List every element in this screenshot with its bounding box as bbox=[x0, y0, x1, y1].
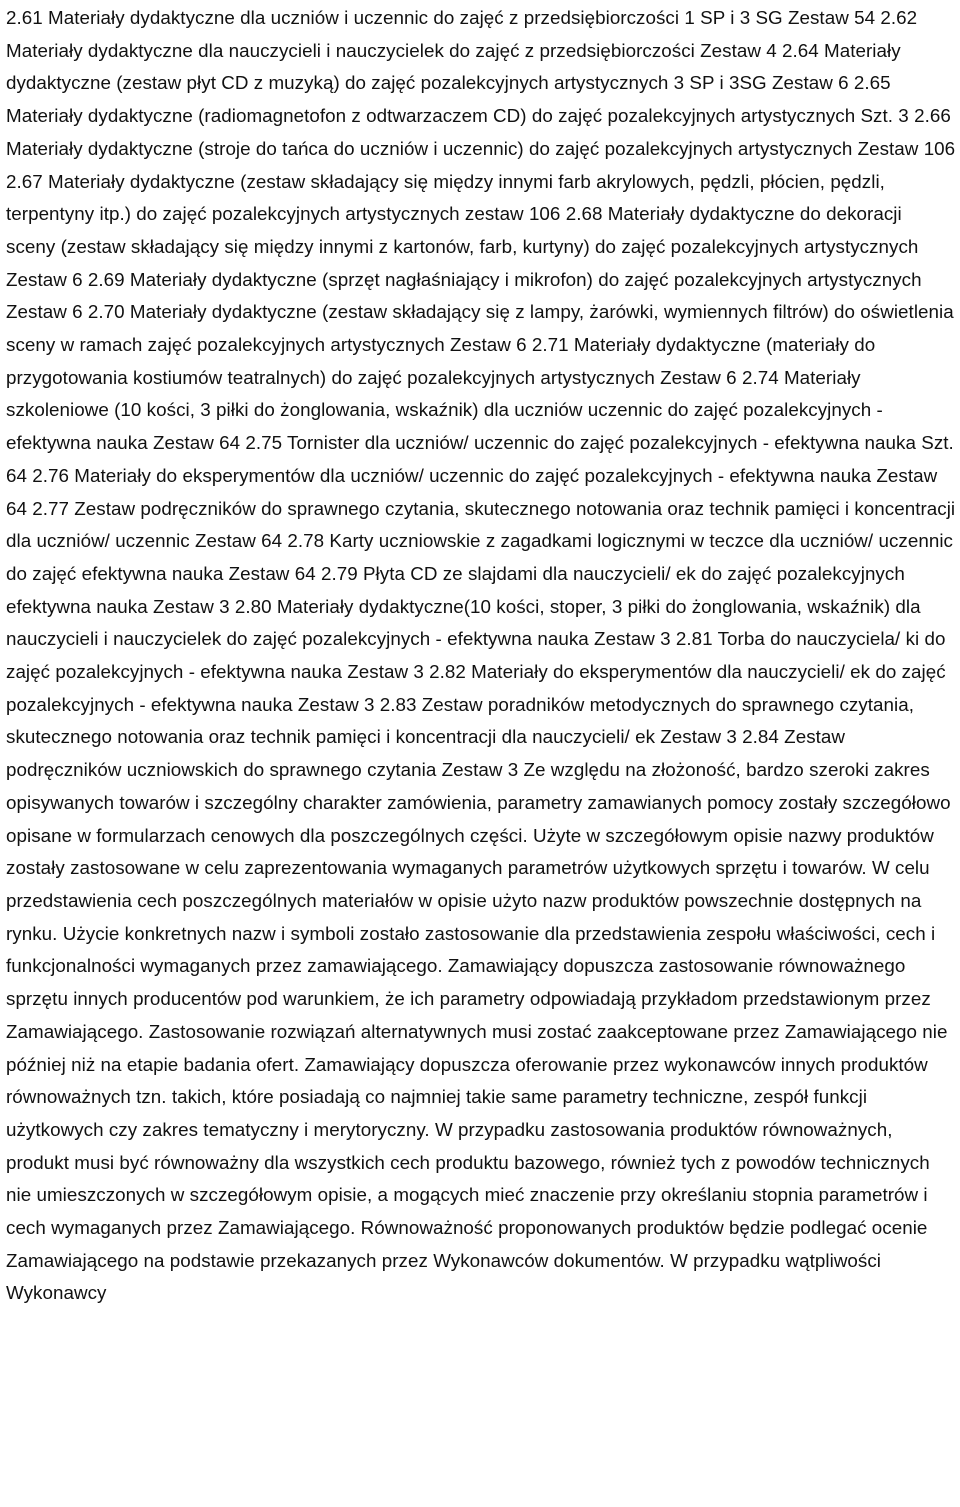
body-paragraph: 2.61 Materiały dydaktyczne dla uczniów i uczennic do zajęć z przedsiębiorczości 1 SP i 3 SG Zestaw 54 2.62 Materiały dydaktyczne dla nauczycieli i nauczycielek do zajęć z przedsiębiorczości Zestaw 4 2.64 Materiały dydaktyczne (zestaw płyt CD z muzyką) do zajęć pozalekcyjnych artystycznych 3 SP i 3SG Zestaw 6 2.65 Materiały dydaktyczne (radiomagnetofon z odtwarzaczem CD) do zajęć pozalekcyjnych artystycznych Szt. 3 2.66 Materiały dydaktyczne (stroje do tańca do uczniów i uczennic) do zajęć pozalekcyjnych artystycznych Zestaw 106 2.67 Materiały dydaktyczne (zestaw składający się między innymi farb akrylowych, pędzli, płócien, pędzli, terpentyny itp.) do zajęć pozalekcyjnych artystycznych zestaw 106 2.68 Materiały dydaktyczne do dekoracji sceny (zestaw składający się między innymi z kartonów, farb, kurtyny) do zajęć pozalekcyjnych artystycznych Zestaw 6 2.69 Materiały dydaktyczne (sprzęt nagłaśniający i mikrofon) do zajęć pozalekcyjnych artystycznych Zestaw 6 2.70 Materiały dydaktyczne (zestaw składający się z lampy, żarówki, wymiennych filtrów) do oświetlenia sceny w ramach zajęć pozalekcyjnych artystycznych Zestaw 6 2.71 Materiały dydaktyczne (materiały do przygotowania kostiumów teatralnych) do zajęć pozalekcyjnych artystycznych Zestaw 6 2.74 Materiały szkoleniowe (10 kości, 3 piłki do żonglowania, wskaźnik) dla uczniów uczennic do zajęć pozalekcyjnych - efektywna nauka Zestaw 64 2.75 Tornister dla uczniów/ uczennic do zajęć pozalekcyjnych - efektywna nauka Szt. 64 2.76 Materiały do eksperymentów dla uczniów/ uczennic do zajęć pozalekcyjnych - efektywna nauka Zestaw 64 2.77 Zestaw podręczników do sprawnego czytania, skutecznego notowania oraz technik pamięci i koncentracji dla uczniów/ uczennic Zestaw 64 2.78 Karty uczniowskie z zagadkami logicznymi w teczce dla uczniów/ uczennic do zajęć efektywna nauka Zestaw 64 2.79 Płyta CD ze slajdami dla nauczycieli/ ek do zajęć pozalekcyjnych efektywna nauka Zestaw 3 2.80 Materiały dydaktyczne(10 kości, stoper, 3 piłki do żonglowania, wskaźnik) dla nauczycieli i nauczycielek do zajęć pozalekcyjnych - efektywna nauka Zestaw 3 2.81 Torba do nauczyciela/ ki do zajęć pozalekcyjnych - efektywna nauka Zestaw 3 2.82 Materiały do eksperymentów dla nauczycieli/ ek do zajęć pozalekcyjnych - efektywna nauka Zestaw 3 2.83 Zestaw poradników metodycznych do sprawnego czytania, skutecznego notowania oraz technik pamięci i koncentracji dla nauczycieli/ ek Zestaw 3 2.84 Zestaw podręczników uczniowskich do sprawnego czytania Zestaw 3 Ze względu na złożoność, bardzo szeroki zakres opisywanych towarów i szczególny charakter zamówienia, parametry zamawianych pomocy zostały szczegółowo opisane w formularzach cenowych dla poszczególnych części. Użyte w szczegółowym opisie nazwy produktów zostały zastosowane w celu zaprezentowania wymaganych parametrów użytkowych sprzętu i towarów. W celu przedstawienia cech poszczególnych materiałów w opisie użyto nazw produktów powszechnie dostępnych na rynku. Użycie konkretnych nazw i symboli zostało zastosowanie dla przedstawienia zespołu właściwości, cech i funkcjonalności wymaganych przez zamawiającego. Zamawiający dopuszcza zastosowanie równoważnego sprzętu innych producentów pod warunkiem, że ich parametry odpowiadają przykładom przedstawionym przez Zamawiającego. Zastosowanie rozwiązań alternatywnych musi zostać zaakceptowane przez Zamawiającego nie później niż na etapie badania ofert. Zamawiający dopuszcza oferowanie przez wykonawców innych produktów równoważnych tzn. takich, które posiadają co najmniej takie same parametry techniczne, zespół funkcji użytkowych czy zakres tematyczny i merytoryczny. W przypadku zastosowania produktów równoważnych, produkt musi być równoważny dla wszystkich cech produktu bazowego, również tych z powodów technicznych nie umieszczonych w szczegółowym opisie, a mogących mieć znaczenie przy określaniu stopnia parametrów i cech wymaganych przez Zamawiającego. Równoważność proponowanych produktów będzie podlegać ocenie Zamawiającego na podstawie przekazanych przez Wykonawców dokumentów. W przypadku wątpliwości Wykonawcy bbox=[6, 7, 956, 1304]
